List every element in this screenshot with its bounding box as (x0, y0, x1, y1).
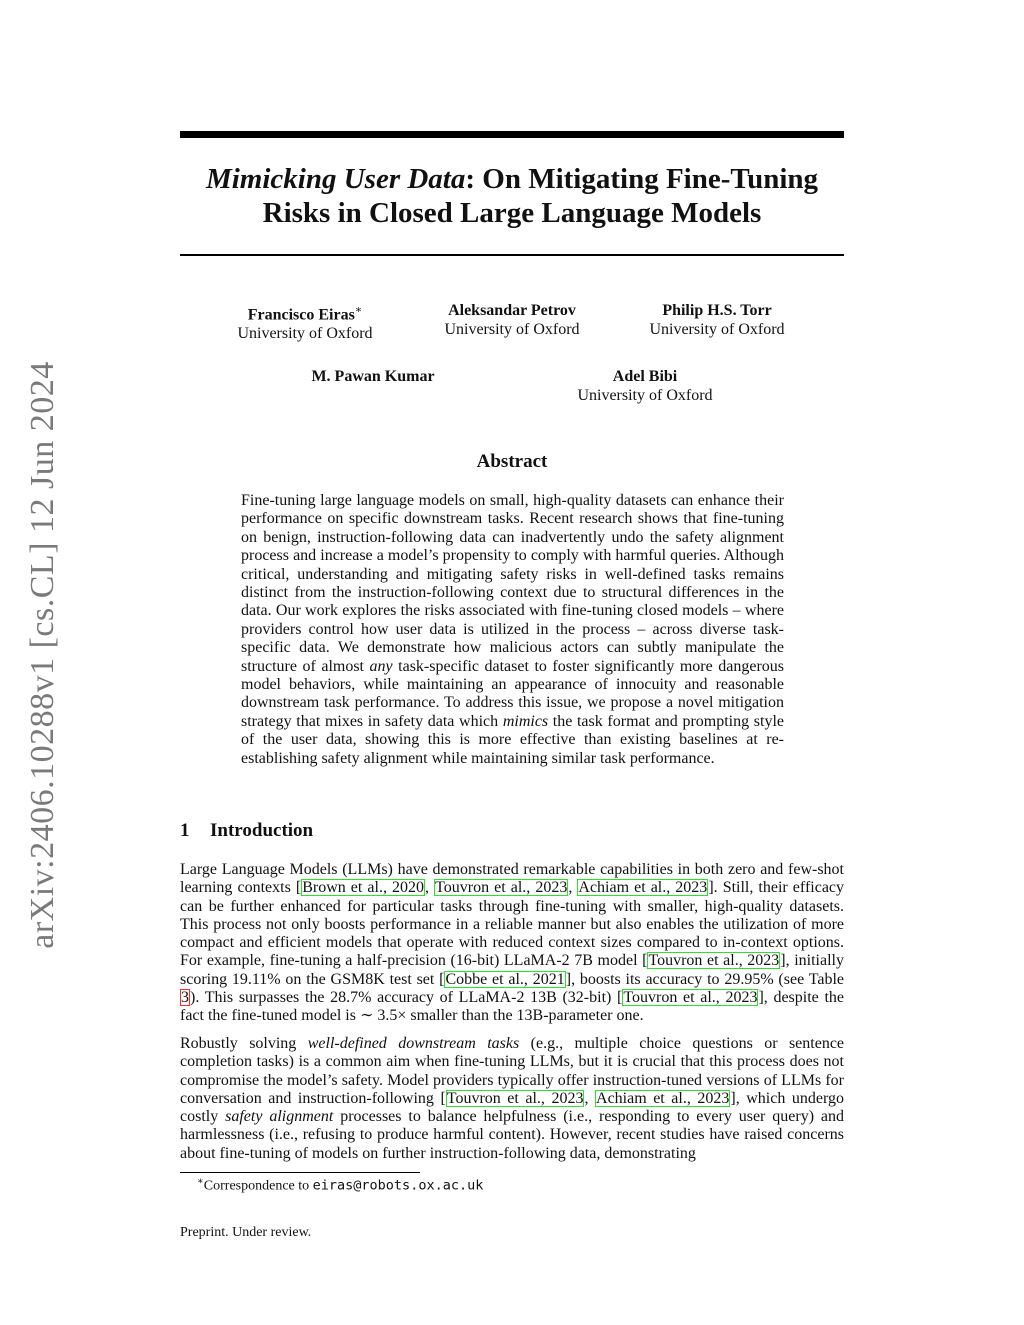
author-name: Philip H.S. Torr (662, 302, 772, 319)
paper-title (180, 162, 844, 230)
author-affiliation: University of Oxford (649, 321, 785, 338)
footnote-mark: ∗ (197, 1176, 204, 1187)
citation-link[interactable]: Touvron et al., 2023 (435, 879, 568, 897)
author-name: M. Pawan Kumar (311, 368, 435, 385)
footnote (197, 1176, 483, 1195)
author-block (200, 301, 410, 343)
footnote-rule (180, 1172, 420, 1173)
footnote-email[interactable]: eiras@robots.ox.ac.uk (312, 1177, 484, 1194)
author-affiliation: University of Oxford (237, 325, 373, 343)
author-name: Aleksandar Petrov (448, 302, 576, 319)
title-line2: Risks in Closed Large Language Models (262, 197, 762, 229)
citation-link[interactable]: Achiam et al., 2023 (578, 879, 708, 897)
table-reference-link[interactable]: 3 (181, 989, 189, 1007)
citation-link[interactable]: Cobbe et al., 2021 (445, 970, 565, 988)
citation-link[interactable]: Touvron et al., 2023 (648, 952, 780, 970)
author-block (540, 367, 750, 405)
preprint-notice: Preprint. Under review. (180, 1225, 312, 1240)
author-affiliation: University of Oxford (577, 387, 713, 404)
author-affiliation: University of Oxford (444, 321, 580, 338)
title-italic-part: Mimicking User Data (205, 163, 466, 195)
title-bottom-rule (180, 254, 844, 256)
author-footnote-mark: ∗ (354, 304, 363, 316)
citation-link[interactable]: Touvron et al., 2023 (623, 989, 758, 1007)
section-heading (180, 820, 313, 842)
author-name: Francisco Eiras∗ (247, 304, 363, 324)
author-name: Adel Bibi (612, 368, 678, 385)
arxiv-stamp-text: arXiv:2406.10288v1 [cs.CL] 12 Jun 2024 (24, 361, 62, 949)
citation-link[interactable]: Touvron et al., 2023 (446, 1089, 584, 1107)
citation-link[interactable]: Brown et al., 2020 (302, 879, 425, 897)
arxiv-stamp (24, 360, 62, 950)
intro-paragraph: Large Language Models (LLMs) have demonstrated remarkable capabilities in both zero and few-shot learning contexts [Brown et al., 2020, Touvron et al., 2023, Achiam et al., 2023]. Still, their efficacy can be further enhanced for particular tasks through fine-tuning with smaller, high-quality datasets. This process not only boosts performance in a reliable manner but also enables the utilization of more compact and efficient models that operate with reduced context sizes compared to in-context options. For example, fine-tuning a half-precision (16-bit) LLaMA-2 7B model [Touvron et al., 2023], initially scoring 19.11% on the GSM8K test set [Cobbe et al., 2021], boosts its accuracy to 29.95% (see Table 3). This surpasses the 28.7% accuracy of LLaMA-2 13B (32-bit) [Touvron et al., 2023], despite the fact the fine-tuned model is ∼ 3.5× smaller than the 13B-parameter one. (180, 861, 845, 1025)
author-block (268, 367, 478, 386)
footnote-text: Correspondence to (203, 1178, 313, 1194)
author-block (407, 301, 617, 339)
section-title: Introduction (210, 820, 314, 841)
title-top-rule (180, 131, 844, 138)
author-block (612, 301, 822, 339)
citation-link[interactable]: Achiam et al., 2023 (596, 1089, 730, 1107)
intro-paragraph: Robustly solving well-defined downstream tasks (e.g., multiple choice questions or sentence completion tasks) is a common aim when fine-tuning LLMs, but it is crucial that this process does not compromise the model’s safety. Model providers typically offer instruction-tuned versions of LLMs for conversation and instruction-following [Touvron et al., 2023, Achiam et al., 2023], which undergo costly safety alignment processes to balance helpfulness (i.e., responding to every user query) and harmlessness (i.e., refusing to produce harmful content). However, recent studies have raised concerns about fine-tuning of models on further instruction-following data, demonstrating (180, 1035, 845, 1162)
abstract-heading: Abstract (476, 451, 548, 472)
title-line1-rest: : On Mitigating Fine-Tuning (465, 163, 819, 195)
abstract-text: Fine-tuning large language models on small, high-quality datasets can enhance their performance on specific downstream tasks. Recent research shows that fine-tuning on benign, instruction-following data can inadvertently undo the safety alignment process and increase a model’s propensity to comply with harmful queries. Although critical, understanding and mitigating safety risks in well-defined tasks remains distinct from the instruction-following context due to structural differences in the data. Our work explores the risks associated with fine-tuning closed models – where providers control how user data is utilized in the process – across diverse task-specific data. We demonstrate how malicious actors can subtly manipulate the structure of almost any task-specific dataset to foster significantly more dangerous model behaviors, while maintaining an appearance of innocuity and reasonable downstream task performance. To address this issue, we propose a novel mitigation strategy that mixes in safety data which mimics the task format and prompting style of the user data, showing this is more effective than existing baselines at re-establishing safety alignment while maintaining similar task performance. (241, 492, 784, 767)
section-number: 1 (180, 820, 190, 841)
